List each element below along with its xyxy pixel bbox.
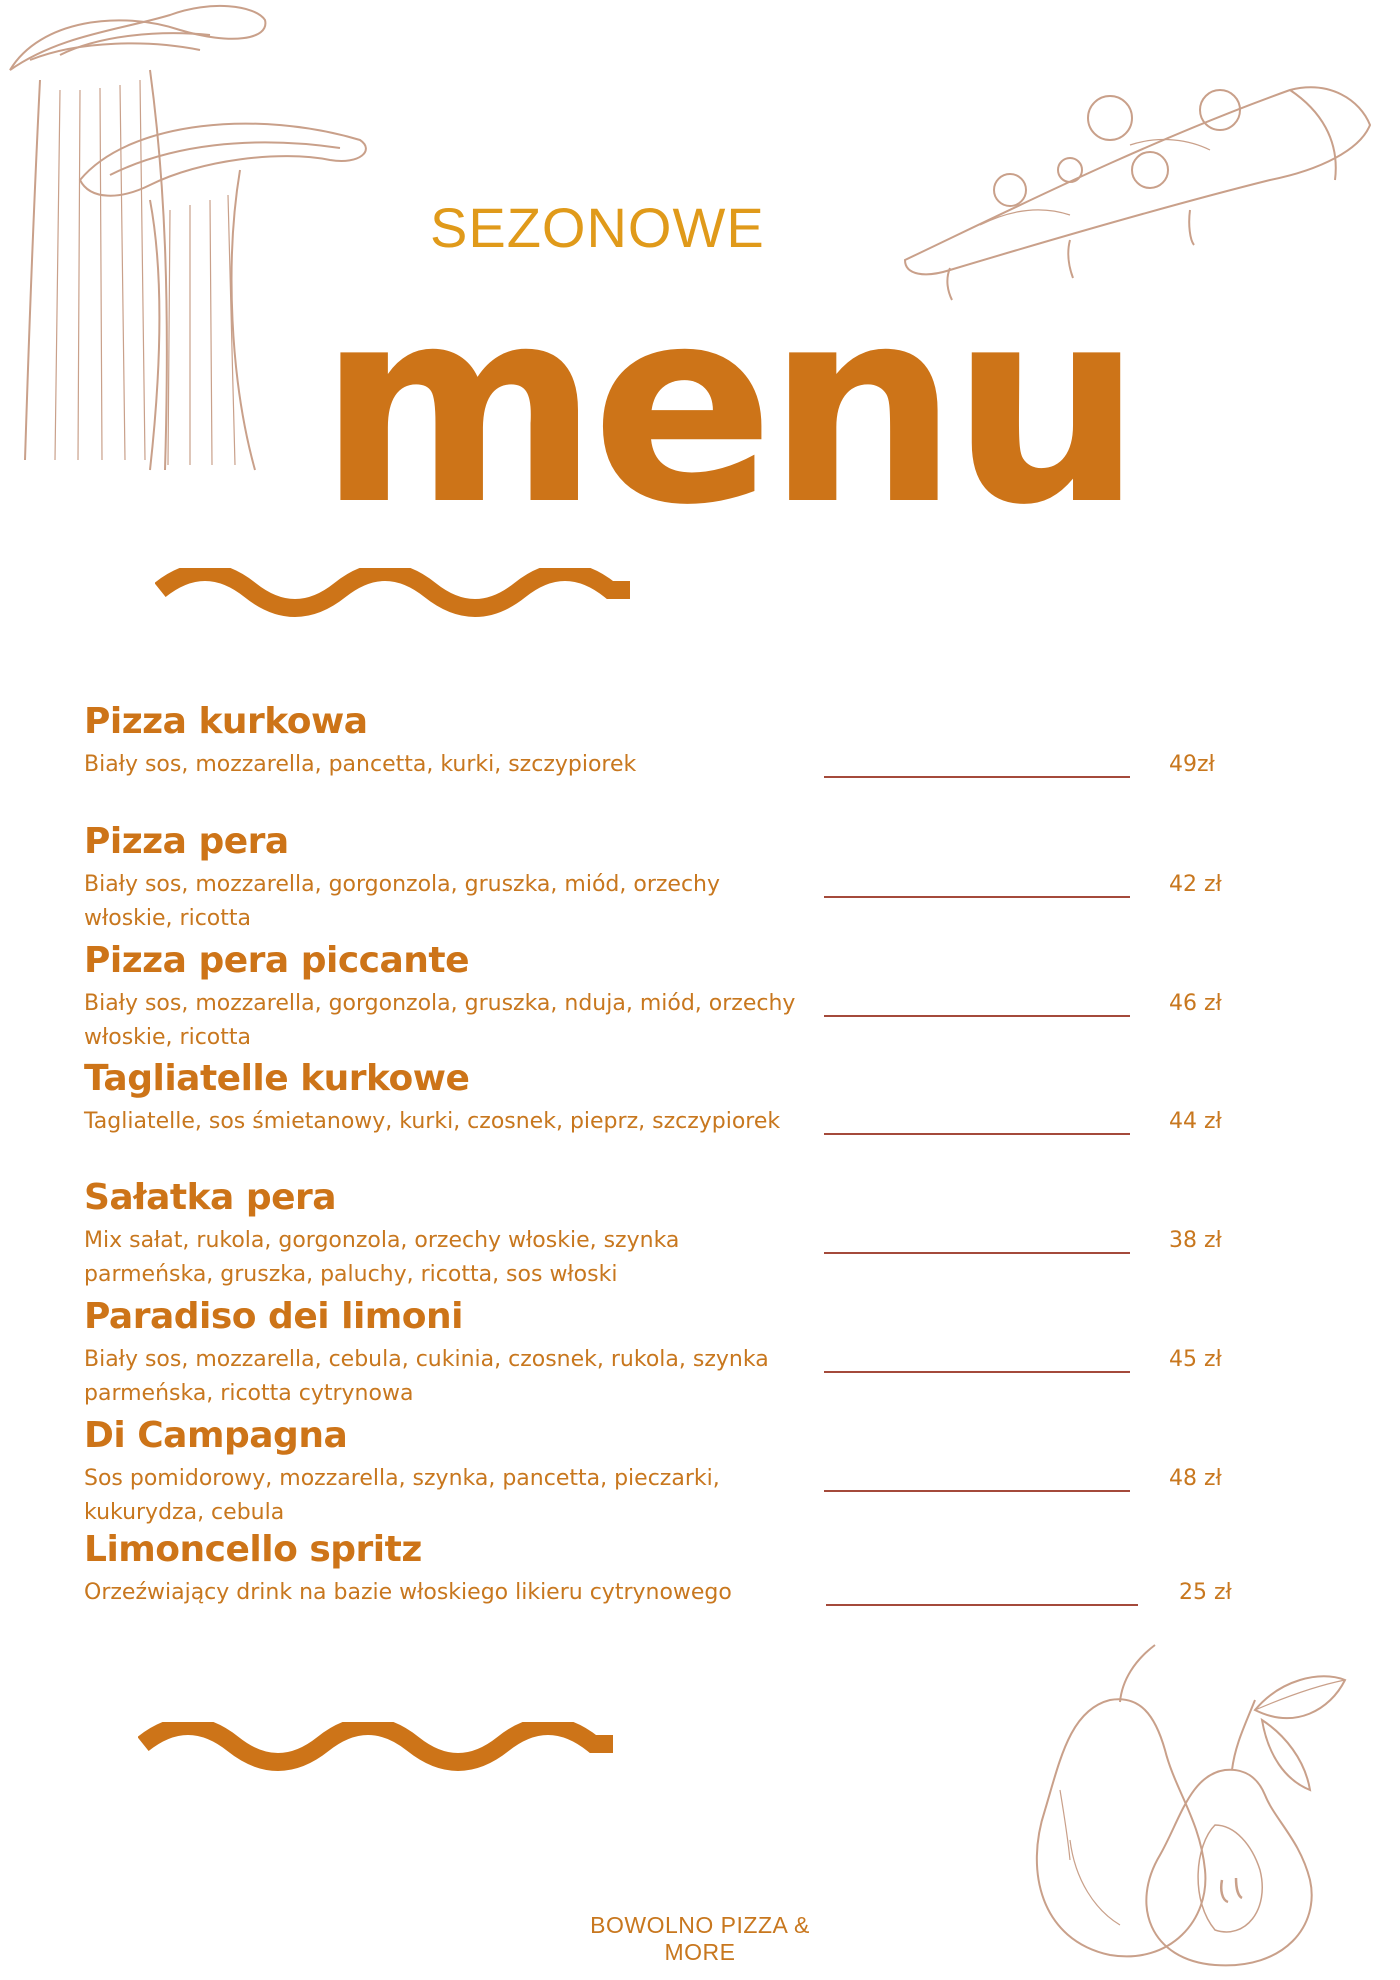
item-price: 46 zł [1169, 991, 1222, 1016]
item-price: 49zł [1169, 752, 1215, 777]
item-name: Limoncello spritz [84, 1529, 422, 1570]
item-name: Di Campagna [84, 1415, 348, 1456]
item-name: Sałatka pera [84, 1177, 337, 1218]
pear-illustration [1000, 1640, 1360, 1970]
item-description: Mix sałat, rukola, gorgonzola, orzechy włoskie, szynka parmeńska, gruszka, paluchy, ricotta, sos włoski [84, 1228, 680, 1287]
leader-line [824, 1490, 1130, 1492]
leader-line [824, 1252, 1130, 1254]
item-price: 38 zł [1169, 1228, 1222, 1253]
item-name: Pizza pera [84, 821, 289, 862]
wave-divider-bottom [138, 1722, 618, 1776]
item-name: Paradiso dei limoni [84, 1296, 464, 1337]
item-description: Sos pomidorowy, mozzarella, szynka, pancetta, pieczarki, kukurydza, cebula [84, 1466, 720, 1525]
item-description: Biały sos, mozzarella, cebula, cukinia, czosnek, rukola, szynka parmeńska, ricotta cytrynowa [84, 1347, 769, 1406]
menu-headline: menu [318, 249, 1135, 564]
item-price: 48 zł [1169, 1466, 1222, 1491]
leader-line [824, 1015, 1130, 1017]
leader-line [824, 896, 1130, 898]
item-price: 25 zł [1179, 1580, 1232, 1605]
item-description: Biały sos, mozzarella, gorgonzola, gruszka, miód, orzechy włoskie, ricotta [84, 872, 721, 931]
leader-line [826, 1604, 1138, 1606]
item-description: Biały sos, mozzarella, pancetta, kurki, szczypiorek [84, 752, 637, 777]
leader-line [824, 1371, 1130, 1373]
item-name: Pizza pera piccante [84, 940, 470, 981]
menu-kicker: SEZONOWE [430, 196, 765, 259]
item-price: 45 zł [1169, 1347, 1222, 1372]
item-description: Orzeźwiający drink na bazie włoskiego likieru cytrynowego [84, 1580, 732, 1605]
leader-line [824, 776, 1130, 778]
item-name: Tagliatelle kurkowe [84, 1058, 470, 1099]
item-description: Tagliatelle, sos śmietanowy, kurki, czosnek, pieprz, szczypiorek [84, 1109, 781, 1134]
item-description: Biały sos, mozzarella, gorgonzola, gruszka, nduja, miód, orzechy włoskie, ricotta [84, 991, 796, 1050]
item-price: 42 zł [1169, 872, 1222, 897]
leader-line [824, 1133, 1130, 1135]
item-name: Pizza kurkowa [84, 701, 368, 742]
wave-divider-top [155, 568, 635, 622]
item-price: 44 zł [1169, 1109, 1222, 1134]
footer-brand: BOWOLNO PIZZA & MORE [590, 1912, 810, 1965]
